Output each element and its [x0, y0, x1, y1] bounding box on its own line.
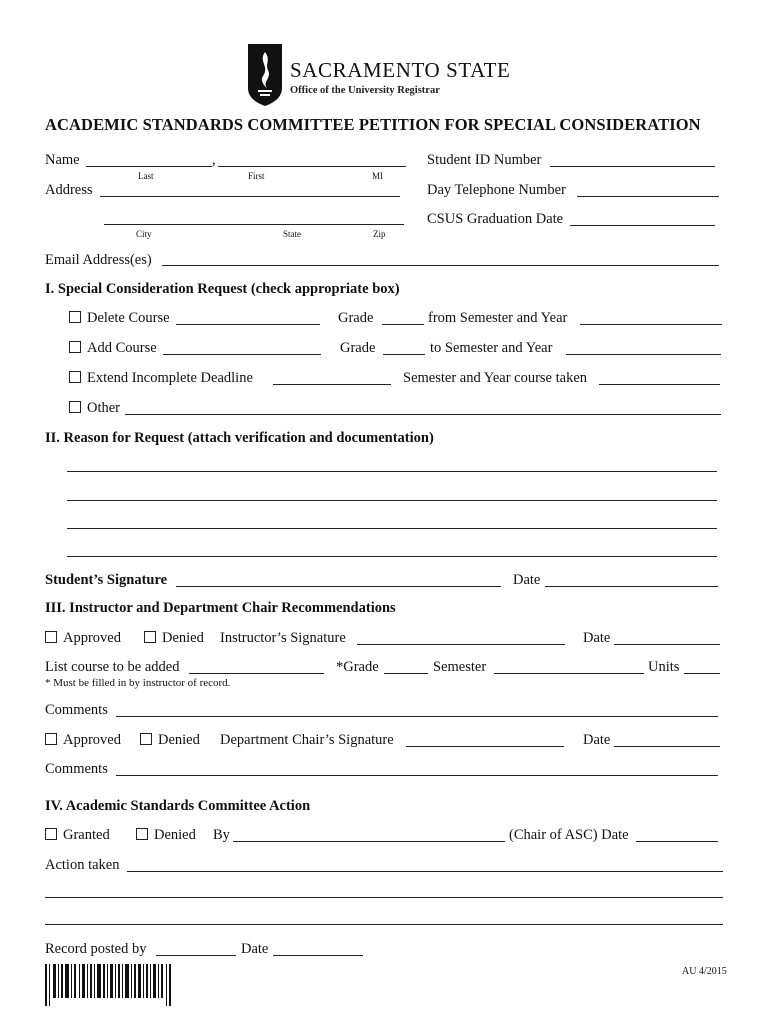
chair-signature-label: Department Chair’s Signature — [220, 732, 394, 748]
grad-date-label: CSUS Graduation Date — [427, 211, 564, 227]
city-caption: City — [136, 229, 152, 239]
granted-option[interactable]: Granted — [45, 827, 110, 844]
name-comma: , — [212, 152, 216, 168]
action-line-3[interactable] — [45, 924, 723, 925]
instructor-grade-field[interactable] — [384, 673, 428, 674]
semester-taken-label: Semester and Year course taken — [403, 370, 588, 386]
student-date-field[interactable] — [545, 586, 718, 587]
extend-deadline-option[interactable]: Extend Incomplete Deadline — [69, 370, 253, 387]
chair-asc-date-label: (Chair of ASC) Date — [509, 827, 629, 843]
add-course-field[interactable] — [163, 354, 321, 355]
delete-grade-field[interactable] — [382, 324, 424, 325]
section-3-heading: III. Instructor and Department Chair Recommendations — [45, 600, 396, 616]
address-field[interactable] — [100, 196, 400, 197]
reason-line-4[interactable] — [67, 556, 717, 557]
list-course-field[interactable] — [189, 673, 324, 674]
list-course-label: List course to be added — [45, 659, 180, 675]
chair-approved-option[interactable]: Approved — [45, 732, 121, 749]
reason-line-1[interactable] — [67, 471, 717, 472]
chair-comments-field[interactable] — [116, 775, 718, 776]
other-option[interactable]: Other — [69, 400, 120, 417]
last-name-field[interactable] — [86, 166, 212, 167]
checkbox-icon[interactable] — [45, 631, 57, 643]
address-label: Address — [45, 182, 93, 198]
add-grade-field[interactable] — [383, 354, 425, 355]
form-code: AU 4/2015 — [682, 966, 727, 977]
instructor-note: * Must be filled in by instructor of record. — [45, 677, 231, 689]
instructor-date-field[interactable] — [614, 644, 720, 645]
delete-course-option[interactable]: Delete Course — [69, 310, 170, 327]
student-id-label: Student ID Number — [427, 152, 542, 168]
reason-line-3[interactable] — [67, 528, 717, 529]
delete-grade-label: Grade — [338, 310, 374, 326]
mi-caption: MI — [372, 171, 383, 181]
checkbox-icon[interactable] — [144, 631, 156, 643]
logo-block — [244, 44, 534, 106]
last-caption: Last — [138, 171, 154, 181]
units-label: Units — [648, 659, 680, 675]
email-field[interactable] — [162, 265, 719, 266]
asc-denied-option[interactable]: Denied — [136, 827, 196, 844]
grad-date-field[interactable] — [570, 225, 715, 226]
instructor-date-label: Date — [583, 630, 611, 646]
instructor-comments-field[interactable] — [116, 716, 718, 717]
chair-date-field[interactable] — [614, 746, 720, 747]
email-label: Email Address(es) — [45, 252, 152, 268]
student-signature-field[interactable] — [176, 586, 501, 587]
record-posted-field[interactable] — [156, 955, 236, 956]
first-caption: First — [248, 171, 265, 181]
first-mi-field[interactable] — [218, 166, 406, 167]
checkbox-icon[interactable] — [69, 401, 81, 413]
to-semester-label: to Semester and Year — [430, 340, 553, 356]
instructor-signature-label: Instructor’s Signature — [220, 630, 346, 646]
other-field[interactable] — [125, 414, 721, 415]
day-phone-field[interactable] — [577, 196, 719, 197]
reason-line-2[interactable] — [67, 500, 717, 501]
day-phone-label: Day Telephone Number — [427, 182, 566, 198]
units-field[interactable] — [684, 673, 720, 674]
chair-denied-option[interactable]: Denied — [140, 732, 200, 749]
add-grade-label: Grade — [340, 340, 376, 356]
checkbox-icon[interactable] — [45, 733, 57, 745]
logo-subtitle: Office of the University Registrar — [290, 85, 440, 96]
section-4-heading: IV. Academic Standards Committee Action — [45, 798, 311, 814]
asc-signature-field[interactable] — [233, 841, 505, 842]
record-posted-label: Record posted by — [45, 941, 147, 957]
zip-caption: Zip — [373, 229, 386, 239]
section-2-heading: II. Reason for Request (attach verification and documentation) — [45, 430, 434, 446]
form-title: ACADEMIC STANDARDS COMMITTEE PETITION FOR SPECIAL CONSIDERATION — [45, 115, 701, 134]
asc-date-field[interactable] — [636, 841, 718, 842]
instructor-signature-field[interactable] — [357, 644, 565, 645]
chair-date-label: Date — [583, 732, 611, 748]
record-date-label: Date — [241, 941, 269, 957]
from-semester-field[interactable] — [580, 324, 722, 325]
checkbox-icon[interactable] — [69, 371, 81, 383]
checkbox-icon[interactable] — [136, 828, 148, 840]
semester-taken-field[interactable] — [599, 384, 720, 385]
student-date-label: Date — [513, 572, 541, 588]
action-line-2[interactable] — [45, 897, 723, 898]
checkbox-icon[interactable] — [140, 733, 152, 745]
name-label: Name — [45, 152, 80, 168]
instructor-grade-label: *Grade — [336, 659, 379, 675]
instructor-semester-field[interactable] — [494, 673, 644, 674]
instructor-comments-label: Comments — [45, 702, 108, 718]
record-date-field[interactable] — [273, 955, 363, 956]
from-semester-label: from Semester and Year — [428, 310, 568, 326]
by-label: By — [213, 827, 230, 843]
section-1-heading: I. Special Consideration Request (check appropriate box) — [45, 281, 400, 297]
city-state-zip-field[interactable] — [104, 224, 404, 225]
chair-comments-label: Comments — [45, 761, 108, 777]
instructor-approved-option[interactable]: Approved — [45, 630, 121, 647]
checkbox-icon[interactable] — [69, 341, 81, 353]
student-id-field[interactable] — [550, 166, 715, 167]
delete-course-field[interactable] — [176, 324, 320, 325]
chair-signature-field[interactable] — [406, 746, 564, 747]
state-caption: State — [283, 229, 301, 239]
logo-name: SACRAMENTO STATE — [290, 58, 511, 82]
checkbox-icon[interactable] — [69, 311, 81, 323]
flame-torch-icon — [244, 44, 286, 106]
instructor-semester-label: Semester — [433, 659, 487, 675]
add-course-option[interactable]: Add Course — [69, 340, 157, 357]
checkbox-icon[interactable] — [45, 828, 57, 840]
extend-course-field[interactable] — [273, 384, 391, 385]
instructor-denied-option[interactable]: Denied — [144, 630, 204, 647]
action-taken-label: Action taken — [45, 857, 120, 873]
to-semester-field[interactable] — [566, 354, 721, 355]
student-signature-label: Student’s Signature — [45, 572, 168, 588]
action-taken-field[interactable] — [127, 871, 723, 872]
barcode-icon — [45, 964, 173, 1006]
